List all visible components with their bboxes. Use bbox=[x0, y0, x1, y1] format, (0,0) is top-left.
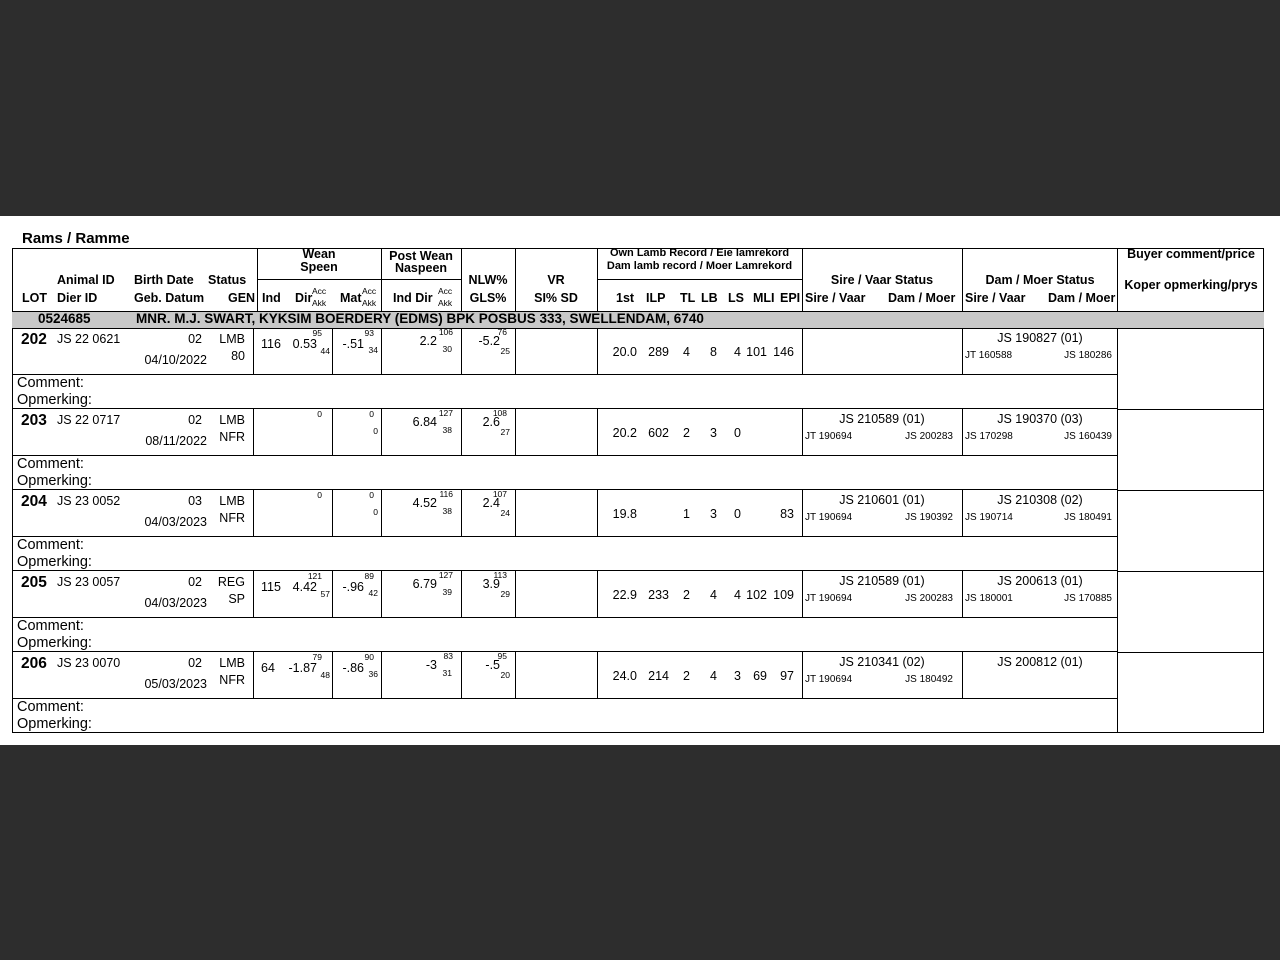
header-column-divider bbox=[12, 248, 13, 311]
wean-mat-acc: 90 bbox=[364, 652, 374, 662]
header-column-divider bbox=[461, 248, 462, 311]
wean-dir-akk: 57 bbox=[320, 589, 330, 599]
header-wean-dir-acc: Acc bbox=[312, 286, 327, 296]
status: LMB bbox=[219, 332, 245, 346]
lamb-ls: 0 bbox=[734, 426, 741, 440]
postwean-akk: 30 bbox=[442, 344, 452, 354]
header-lb: LB bbox=[701, 291, 718, 305]
lamb-lb: 4 bbox=[710, 588, 717, 602]
animal-id: JS 22 0717 bbox=[57, 413, 121, 427]
row-bottom-line bbox=[12, 651, 1118, 652]
postwean-dir: 6.79 bbox=[412, 577, 437, 591]
postwean-acc: 127 bbox=[438, 570, 453, 580]
header-dam-status: Dam / Moer Status bbox=[985, 273, 1095, 287]
postwean-dir: 2.2 bbox=[419, 334, 437, 348]
postwean-acc: 83 bbox=[443, 651, 453, 661]
header-vr: VR bbox=[547, 273, 565, 287]
wean-mat-akk: 0 bbox=[373, 507, 378, 517]
lamb-1st: 22.9 bbox=[612, 588, 637, 602]
nlw-acc: 108 bbox=[492, 408, 507, 418]
header-column-divider bbox=[1263, 248, 1264, 311]
status: LMB bbox=[219, 656, 245, 670]
header-sire-sire: Sire / Vaar bbox=[805, 291, 866, 305]
header-nlw: NLW% bbox=[468, 273, 508, 287]
sire-id: JS 210589 (01) bbox=[839, 574, 925, 588]
table-right-border bbox=[1263, 328, 1264, 733]
header-tl: TL bbox=[680, 291, 696, 305]
header-naspeen: Naspeen bbox=[394, 261, 448, 275]
header-wean: Wean bbox=[302, 247, 336, 261]
header-sire-status: Sire / Vaar Status bbox=[830, 273, 934, 287]
header-column-divider bbox=[962, 248, 963, 311]
row-comment-separator bbox=[12, 374, 1118, 375]
opmerking-label: Opmerking: bbox=[17, 473, 92, 489]
lamb-tl: 1 bbox=[683, 507, 690, 521]
wean-mat-akk: 34 bbox=[368, 345, 378, 355]
buyer-row-line bbox=[1117, 652, 1264, 653]
lamb-mli: 102 bbox=[746, 588, 767, 602]
animal-id: JS 23 0052 bbox=[57, 494, 121, 508]
status: LMB bbox=[219, 413, 245, 427]
birth-date: 04/03/2023 bbox=[144, 515, 207, 529]
status: LMB bbox=[219, 494, 245, 508]
dam-sire: JS 170298 bbox=[965, 431, 1013, 442]
dam-id: JS 190370 (03) bbox=[997, 412, 1083, 426]
sire-dam: JS 190392 bbox=[905, 512, 953, 523]
dam-dam: JS 180491 bbox=[1064, 512, 1112, 523]
lamb-tl: 4 bbox=[683, 345, 690, 359]
header-wean-ind: Ind bbox=[262, 291, 281, 305]
header-epi: EPI bbox=[780, 291, 801, 305]
wean-dir: 0.53 bbox=[292, 337, 317, 351]
row-comment-separator bbox=[12, 536, 1118, 537]
gen: SP bbox=[228, 592, 245, 606]
lamb-1st: 20.2 bbox=[612, 426, 637, 440]
wean-dir: -1.87 bbox=[288, 661, 317, 675]
birth-type: 02 bbox=[188, 413, 202, 427]
header-dier-id: Dier ID bbox=[57, 291, 98, 305]
lamb-1st: 19.8 bbox=[612, 507, 637, 521]
dam-sire: JT 160588 bbox=[965, 350, 1013, 361]
wean-mat-akk: 0 bbox=[373, 426, 378, 436]
row-bottom-line bbox=[12, 570, 1118, 571]
header-wean-mat-acc: Acc bbox=[362, 286, 377, 296]
birth-date: 05/03/2023 bbox=[144, 677, 207, 691]
wean-mat: -.86 bbox=[342, 661, 364, 675]
comment-label: Comment: bbox=[17, 375, 84, 391]
lamb-lb: 3 bbox=[710, 507, 717, 521]
sire-sire: JT 190694 bbox=[805, 431, 853, 442]
opmerking-label: Opmerking: bbox=[17, 635, 92, 651]
header-dam-lamb-record: Dam lamb record / Moer Lamrekord bbox=[606, 260, 793, 272]
dam-id: JS 200613 (01) bbox=[997, 574, 1083, 588]
row-comment-separator bbox=[12, 455, 1118, 456]
comment-label: Comment: bbox=[17, 537, 84, 553]
nlw: 2.4 bbox=[482, 496, 500, 510]
row-bottom-line bbox=[12, 408, 1118, 409]
lamb-ilp: 602 bbox=[648, 426, 669, 440]
nlw: -5.2 bbox=[478, 334, 500, 348]
header-geb-datum: Geb. Datum bbox=[134, 291, 205, 305]
header-wean-dir-akk: Akk bbox=[312, 298, 327, 308]
header-koper-opmerking: Koper opmerking/prys bbox=[1124, 278, 1258, 292]
nlw-akk: 29 bbox=[500, 589, 510, 599]
row-column-divider bbox=[515, 328, 516, 374]
row-column-divider bbox=[515, 490, 516, 536]
header-mli: MLI bbox=[753, 291, 775, 305]
header-status: Status bbox=[208, 273, 247, 287]
buyer-column-border bbox=[1117, 328, 1118, 733]
sire-sire: JT 190694 bbox=[805, 512, 853, 523]
lot-number: 204 bbox=[21, 493, 47, 510]
birth-type: 02 bbox=[188, 332, 202, 346]
lamb-lb: 4 bbox=[710, 669, 717, 683]
header-own-lamb-record: Own Lamb Record / Eie lamrekord bbox=[609, 247, 790, 259]
nlw-acc: 95 bbox=[497, 651, 507, 661]
postwean-acc: 106 bbox=[438, 327, 453, 337]
header-wean-dir: Dir bbox=[295, 291, 313, 305]
dam-id: JS 190827 (01) bbox=[997, 331, 1083, 345]
sire-sire: JT 190694 bbox=[805, 674, 853, 685]
wean-subheader-line bbox=[257, 279, 381, 280]
nlw: -.5 bbox=[485, 658, 500, 672]
header-dam-dam: Dam / Moer bbox=[1048, 291, 1116, 305]
wean-mat-acc: 0 bbox=[369, 490, 374, 500]
header-buyer-comment: Buyer comment/price bbox=[1127, 247, 1255, 261]
header-post-wean: Post Wean bbox=[389, 249, 453, 263]
birth-type: 02 bbox=[188, 575, 202, 589]
breeder-name: MNR. M.J. SWART, KYKSIM BOERDERY (EDMS) BPK POSBUS 333, SWELLENDAM, 6740 bbox=[136, 311, 704, 326]
header-sire-dam: Dam / Moer bbox=[888, 291, 956, 305]
comment-label: Comment: bbox=[17, 456, 84, 472]
postwean-subheader-line bbox=[381, 279, 461, 280]
sire-dam: JS 180492 bbox=[905, 674, 953, 685]
nlw-acc: 107 bbox=[492, 489, 507, 499]
postwean-acc: 127 bbox=[438, 408, 453, 418]
header-column-divider bbox=[802, 248, 803, 311]
breeder-code: 0524685 bbox=[38, 311, 91, 326]
lamb-tl: 2 bbox=[683, 669, 690, 683]
birth-date: 04/03/2023 bbox=[144, 596, 207, 610]
dam-dam: JS 170885 bbox=[1064, 593, 1112, 604]
header-1st: 1st bbox=[616, 291, 635, 305]
nlw-akk: 20 bbox=[500, 670, 510, 680]
header-column-divider bbox=[515, 248, 516, 311]
gen: NFR bbox=[219, 511, 245, 525]
opmerking-label: Opmerking: bbox=[17, 554, 92, 570]
lamb-tl: 2 bbox=[683, 588, 690, 602]
lamb-ls: 0 bbox=[734, 507, 741, 521]
nlw-akk: 25 bbox=[500, 346, 510, 356]
dam-id: JS 210308 (02) bbox=[997, 493, 1083, 507]
wean-dir-akk: 44 bbox=[320, 346, 330, 356]
wean-mat-acc: 89 bbox=[364, 571, 374, 581]
birth-type: 03 bbox=[188, 494, 202, 508]
wean-mat-akk: 36 bbox=[368, 669, 378, 679]
header-gen: GEN bbox=[228, 291, 256, 305]
row-column-divider bbox=[515, 652, 516, 698]
wean-mat-acc: 93 bbox=[364, 328, 374, 338]
header-lot: LOT bbox=[22, 291, 47, 305]
wean-dir-acc: 121 bbox=[307, 571, 322, 581]
wean-dir-acc: 0 bbox=[317, 409, 322, 419]
wean-mat: -.51 bbox=[342, 337, 364, 351]
gen: 80 bbox=[231, 349, 245, 363]
lamb-epi: 83 bbox=[780, 507, 794, 521]
nlw-akk: 24 bbox=[500, 508, 510, 518]
dam-dam: JS 160439 bbox=[1064, 431, 1112, 442]
postwean-akk: 38 bbox=[442, 425, 452, 435]
nlw-acc: 76 bbox=[497, 327, 507, 337]
header-ls: LS bbox=[728, 291, 744, 305]
wean-dir: 4.42 bbox=[292, 580, 317, 594]
postwean-akk: 31 bbox=[442, 668, 452, 678]
row-comment-separator bbox=[12, 617, 1118, 618]
opmerking-label: Opmerking: bbox=[17, 716, 92, 732]
nlw: 3.9 bbox=[482, 577, 500, 591]
wean-mat-acc: 0 bbox=[369, 409, 374, 419]
dam-id: JS 200812 (01) bbox=[997, 655, 1083, 669]
opmerking-label: Opmerking: bbox=[17, 392, 92, 408]
table-left-border bbox=[12, 328, 13, 733]
lamb-epi: 97 bbox=[780, 669, 794, 683]
buyer-row-line bbox=[1117, 409, 1264, 410]
buyer-row-line bbox=[1117, 328, 1264, 329]
dam-dam: JS 180286 bbox=[1064, 350, 1112, 361]
gen: NFR bbox=[219, 673, 245, 687]
own-lamb-subheader-line bbox=[597, 279, 802, 280]
wean-ind: 64 bbox=[261, 661, 275, 675]
gen: NFR bbox=[219, 430, 245, 444]
birth-date: 04/10/2022 bbox=[144, 353, 207, 367]
lamb-1st: 24.0 bbox=[612, 669, 637, 683]
lamb-epi: 109 bbox=[773, 588, 794, 602]
sire-id: JS 210589 (01) bbox=[839, 412, 925, 426]
wean-dir-akk: 48 bbox=[320, 670, 330, 680]
header-animal-id: Animal ID bbox=[57, 273, 115, 287]
lamb-ilp: 214 bbox=[648, 669, 669, 683]
wean-ind: 116 bbox=[261, 337, 281, 351]
nlw-acc: 113 bbox=[493, 570, 507, 580]
lamb-ilp: 233 bbox=[648, 588, 669, 602]
postwean-dir: 6.84 bbox=[412, 415, 437, 429]
nlw-akk: 27 bbox=[500, 427, 510, 437]
lamb-ls: 3 bbox=[734, 669, 741, 683]
header-dam-sire: Sire / Vaar bbox=[965, 291, 1026, 305]
lamb-mli: 101 bbox=[746, 345, 767, 359]
lot-number: 205 bbox=[21, 574, 47, 591]
postwean-dir: 4.52 bbox=[412, 496, 437, 510]
header-column-divider bbox=[1117, 248, 1118, 311]
header-speen: Speen bbox=[300, 260, 338, 274]
lamb-mli: 69 bbox=[753, 669, 767, 683]
header-birth-date: Birth Date bbox=[134, 273, 194, 287]
animal-id: JS 22 0621 bbox=[57, 332, 121, 346]
header-wean-mat: Mat bbox=[340, 291, 362, 305]
wean-ind: 115 bbox=[261, 580, 281, 594]
lamb-tl: 2 bbox=[683, 426, 690, 440]
header-gls: GLS% bbox=[469, 291, 507, 305]
header-pw-akk: Akk bbox=[438, 298, 453, 308]
wean-dir-acc: 79 bbox=[312, 652, 322, 662]
birth-type: 02 bbox=[188, 656, 202, 670]
section-title: Rams / Ramme bbox=[22, 230, 130, 247]
row-column-divider bbox=[802, 328, 803, 374]
row-bottom-line bbox=[12, 732, 1118, 733]
header-wean-mat-akk: Akk bbox=[362, 298, 377, 308]
row-bottom-line bbox=[12, 489, 1118, 490]
postwean-dir: -3 bbox=[425, 658, 437, 672]
wean-dir-acc: 95 bbox=[312, 328, 322, 338]
sire-id: JS 210601 (01) bbox=[839, 493, 925, 507]
postwean-akk: 39 bbox=[442, 587, 452, 597]
lamb-epi: 146 bbox=[773, 345, 794, 359]
sire-dam: JS 200283 bbox=[905, 593, 953, 604]
row-column-divider bbox=[515, 571, 516, 617]
lamb-1st: 20.0 bbox=[612, 345, 637, 359]
header-pw-acc: Acc bbox=[438, 286, 453, 296]
postwean-akk: 38 bbox=[442, 506, 452, 516]
row-column-divider bbox=[515, 409, 516, 455]
birth-date: 08/11/2022 bbox=[145, 434, 207, 448]
sire-id: JS 210341 (02) bbox=[839, 655, 925, 669]
wean-mat-akk: 42 bbox=[368, 588, 378, 598]
lamb-ilp: 289 bbox=[648, 345, 669, 359]
header-pw-ind-dir: Ind Dir bbox=[393, 291, 433, 305]
buyer-row-line bbox=[1117, 490, 1264, 491]
lamb-lb: 8 bbox=[710, 345, 717, 359]
postwean-acc: 116 bbox=[439, 489, 453, 499]
nlw: 2.6 bbox=[482, 415, 500, 429]
buyer-row-line bbox=[1117, 571, 1264, 572]
sire-dam: JS 200283 bbox=[905, 431, 953, 442]
header-ilp: ILP bbox=[646, 291, 666, 305]
header-si-sd: SI% SD bbox=[534, 291, 578, 305]
catalogue-sheet bbox=[0, 216, 1280, 745]
lot-number: 202 bbox=[21, 331, 47, 348]
lot-number: 203 bbox=[21, 412, 47, 429]
lamb-lb: 3 bbox=[710, 426, 717, 440]
dam-sire: JS 180001 bbox=[965, 593, 1013, 604]
status: REG bbox=[217, 575, 245, 589]
row-comment-separator bbox=[12, 698, 1118, 699]
animal-id: JS 23 0070 bbox=[57, 656, 121, 670]
lamb-ls: 4 bbox=[734, 588, 741, 602]
animal-id: JS 23 0057 bbox=[57, 575, 121, 589]
wean-dir-acc: 0 bbox=[317, 490, 322, 500]
comment-label: Comment: bbox=[17, 618, 84, 634]
dam-sire: JS 190714 bbox=[965, 512, 1013, 523]
wean-mat: -.96 bbox=[342, 580, 364, 594]
lamb-ls: 4 bbox=[734, 345, 741, 359]
sire-sire: JT 190694 bbox=[805, 593, 853, 604]
lot-number: 206 bbox=[21, 655, 47, 672]
comment-label: Comment: bbox=[17, 699, 84, 715]
